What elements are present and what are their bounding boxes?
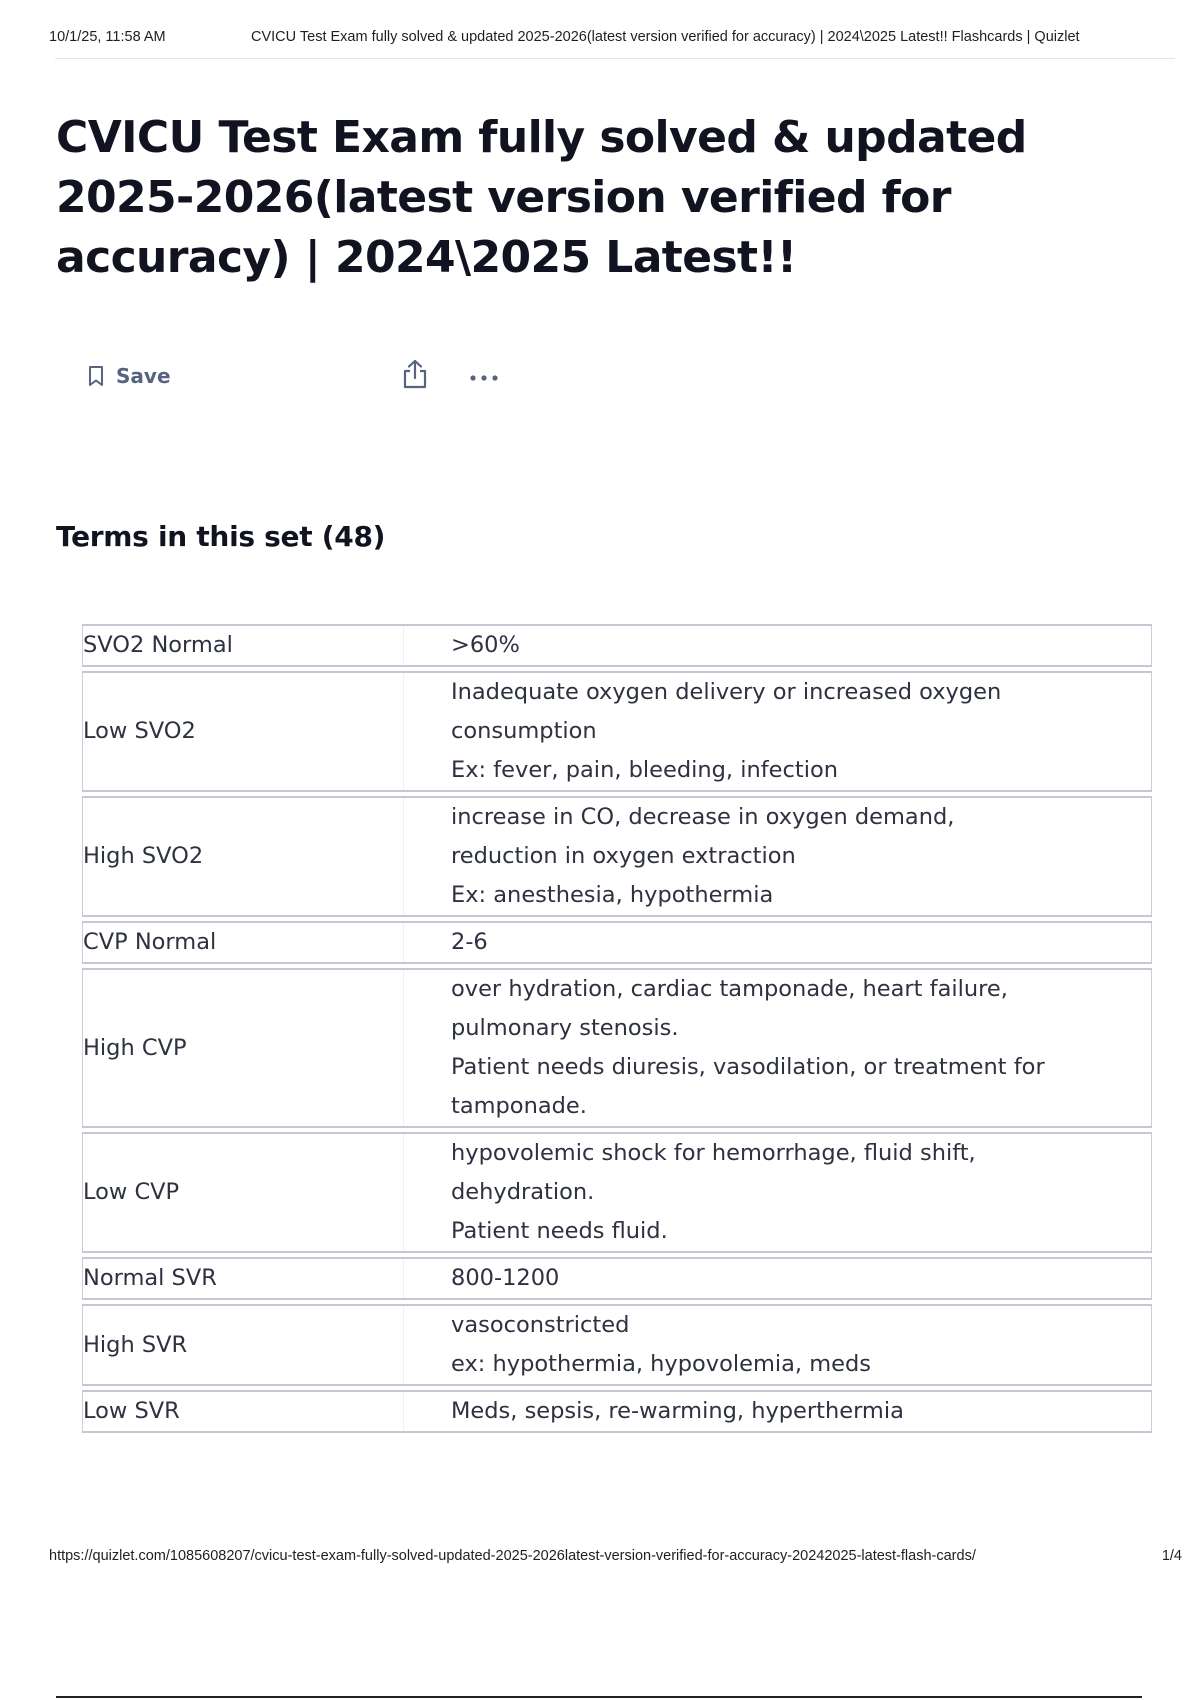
definition-cell <box>404 922 1152 963</box>
term-row[interactable] <box>83 1391 1152 1432</box>
term-text: SVO2 Normal <box>83 625 404 666</box>
page-title: CVICU Test Exam fully solved & updated 2025-2026(latest version verified for accuracy) | 2024\2025 Latest!! <box>56 112 1027 283</box>
definition-line: Patient needs diuresis, vasodilation, or treatment for <box>451 1054 1045 1080</box>
definition-line: pulmonary stenosis. <box>451 1015 679 1041</box>
definition-line: dehydration. <box>451 1179 595 1205</box>
term-row[interactable] <box>83 1133 1152 1252</box>
term-text: High SVO2 <box>83 797 404 916</box>
more-options-button[interactable] <box>466 358 502 394</box>
term-text: CVP Normal <box>83 922 404 963</box>
print-document-title: CVICU Test Exam fully solved & updated 2025-2026(latest version verified for accuracy) | 2024\2025 Latest!! Flashcards | Quizlet <box>251 29 1080 45</box>
term-row[interactable] <box>83 1258 1152 1299</box>
bottom-divider <box>56 1696 1142 1698</box>
definition-line: increase in CO, decrease in oxygen demand, <box>451 804 955 830</box>
print-url: https://quizlet.com/1085608207/cvicu-test-exam-fully-solved-updated-2025-2026latest-version-verified-for-accuracy-20242025-latest-flash-cards/ <box>49 1548 976 1564</box>
bookmark-icon <box>86 365 106 387</box>
term-text: Low CVP <box>83 1133 404 1252</box>
definition-line: 2-6 <box>451 929 488 955</box>
save-button[interactable] <box>86 358 171 394</box>
term-row[interactable] <box>83 625 1152 666</box>
definition-cell <box>404 1391 1152 1432</box>
page-number: 1/4 <box>1161 1548 1182 1564</box>
definition-line: consumption <box>451 718 597 744</box>
definition-cell <box>404 1305 1152 1385</box>
header-divider <box>55 58 1175 59</box>
definition-line: over hydration, cardiac tamponade, heart failure, <box>451 976 1008 1002</box>
definition-line: Inadequate oxygen delivery or increased oxygen <box>451 679 1002 705</box>
term-row[interactable] <box>83 672 1152 791</box>
definition-cell <box>404 969 1152 1127</box>
definition-line: 800-1200 <box>451 1265 560 1291</box>
term-row[interactable] <box>83 1305 1152 1385</box>
term-row[interactable] <box>83 797 1152 916</box>
term-text: High CVP <box>83 969 404 1127</box>
terms-heading: Terms in this set (48) <box>56 520 386 553</box>
definition-line: >60% <box>451 632 520 658</box>
definition-cell <box>404 625 1152 666</box>
more-horizontal-icon <box>469 367 499 386</box>
term-row[interactable] <box>83 969 1152 1127</box>
definition-line: Ex: anesthesia, hypothermia <box>451 882 774 908</box>
definition-line: hypovolemic shock for hemorrhage, fluid shift, <box>451 1140 976 1166</box>
definition-line: tamponade. <box>451 1093 587 1119</box>
definition-line: reduction in oxygen extraction <box>451 843 796 869</box>
terms-list <box>83 625 1152 1432</box>
definition-line: vasoconstricted <box>451 1312 630 1338</box>
definition-cell <box>404 797 1152 916</box>
term-text: Normal SVR <box>83 1258 404 1299</box>
term-text: High SVR <box>83 1305 404 1385</box>
print-date: 10/1/25, 11:58 AM <box>49 29 166 45</box>
definition-line: ex: hypothermia, hypovolemia, meds <box>451 1351 871 1377</box>
term-row[interactable] <box>83 922 1152 963</box>
share-button[interactable] <box>398 358 432 394</box>
definition-cell <box>404 672 1152 791</box>
definition-line: Meds, sepsis, re-warming, hyperthermia <box>451 1398 904 1424</box>
print-header <box>49 29 1172 49</box>
term-text: Low SVO2 <box>83 672 404 791</box>
definition-line: Ex: fever, pain, bleeding, infection <box>451 757 838 783</box>
definition-cell <box>404 1258 1152 1299</box>
terms-table <box>82 624 1152 1433</box>
definition-line: Patient needs fluid. <box>451 1218 668 1244</box>
definition-cell <box>404 1133 1152 1252</box>
save-label: Save <box>116 364 171 388</box>
term-text: Low SVR <box>83 1391 404 1432</box>
share-icon <box>400 358 430 394</box>
